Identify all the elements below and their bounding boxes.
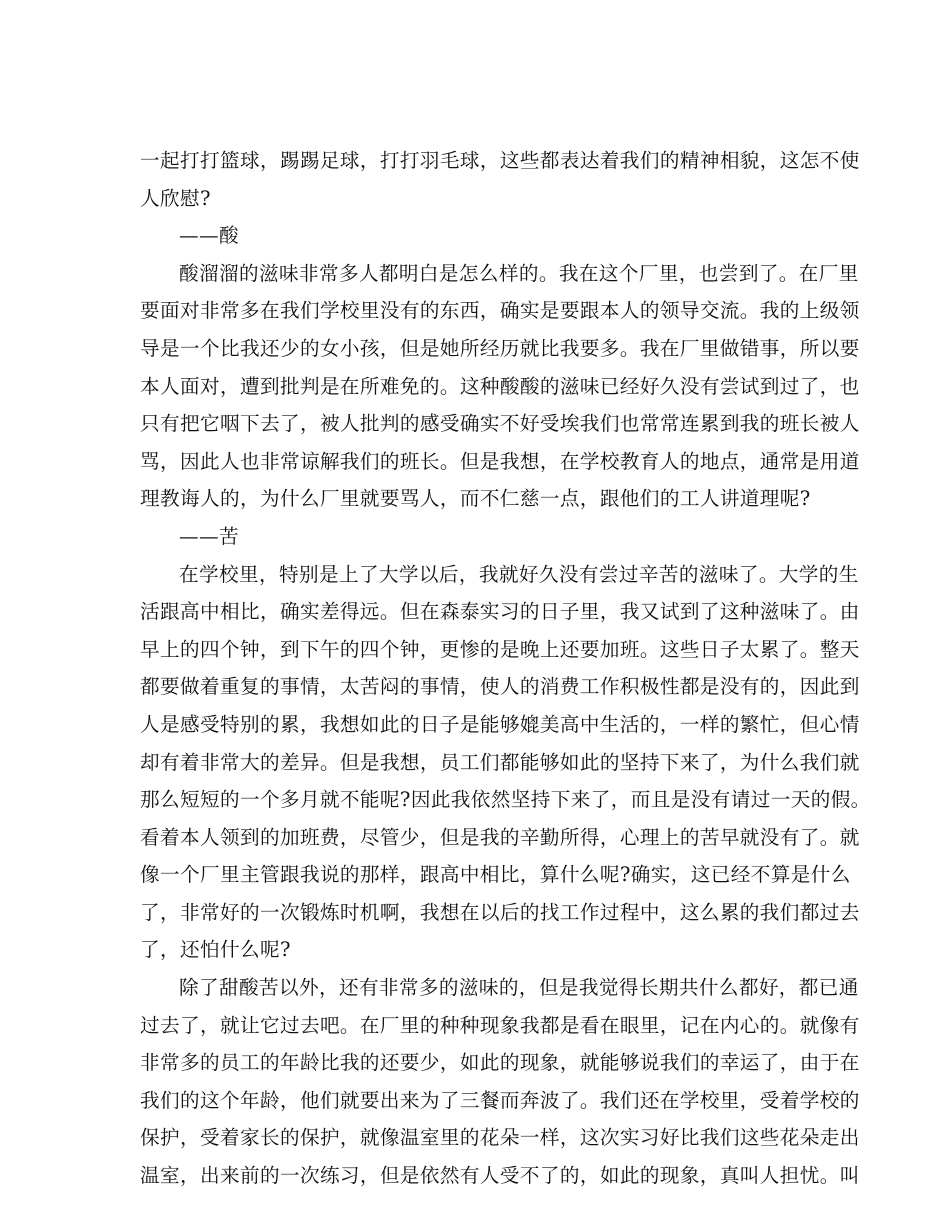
paragraph-start: 酸溜溜的滋味非常多人都明白是怎么样的。我在这个厂里，也尝到了。在厂里	[179, 261, 859, 285]
text-line: 保护，受着家长的保护，就像温室里的花朵一样，这次实习好比我们这些花朵走出	[140, 1126, 860, 1150]
document-page	[140, 142, 871, 1195]
text-line: 只有把它咽下去了，被人批判的感受确实不好受埃我们也常常连累到我的班长被人	[140, 412, 860, 436]
text-line: 那么短短的一个多月就不能呢?因此我依然坚持下来了，而且是没有请过一天的假。	[140, 788, 871, 812]
text-line: 人欣慰?	[140, 186, 211, 210]
text-line: 骂，因此人也非常谅解我们的班长。但是我想，在学校教育人的地点，通常是用道	[140, 449, 860, 473]
paragraph-start: 除了甜酸苦以外，还有非常多的滋味的，但是我觉得长期共什么都好，都已通	[179, 976, 859, 1000]
text-line: 本人面对，遭到批判是在所难免的。这种酸酸的滋味已经好久没有尝试到过了，也	[140, 374, 860, 398]
text-line: 都要做着重复的事情，太苦闷的事情，使人的消费工作积极性都是没有的，因此到	[140, 675, 860, 699]
text-line: 我们的这个年龄，他们就要出来为了三餐而奔波了。我们还在学校里，受着学校的	[140, 1088, 860, 1112]
section-heading-bitter: ——苦	[179, 524, 239, 548]
text-line: 导是一个比我还少的女小孩，但是她所经历就比我要多。我在厂里做错事，所以要	[140, 336, 860, 360]
text-line: 活跟高中相比，确实差得远。但在森泰实习的日子里，我又试到了这种滋味了。由	[140, 600, 860, 624]
text-line: 过去了，就让它过去吧。在厂里的种种现象我都是看在眼里，记在内心的。就像有	[140, 1013, 860, 1037]
text-line: 要面对非常多在我们学校里没有的东西，确实是要跟本人的领导交流。我的上级领	[140, 299, 860, 323]
text-line: 却有着非常大的差异。但是我想，员工们都能够如此的坚持下来了，为什么我们就	[140, 750, 860, 774]
paragraph-start: 在学校里，特别是上了大学以后，我就好久没有尝过辛苦的滋味了。大学的生	[179, 562, 859, 586]
text-line: 非常多的员工的年龄比我的还要少，如此的现象，就能够说我们的幸运了，由于在	[140, 1051, 860, 1075]
text-line: 像一个厂里主管跟我说的那样，跟高中相比，算什么呢?确实，这已经不算是什么	[140, 863, 851, 887]
section-heading-sour: ——酸	[179, 224, 239, 248]
text-line: 一起打打篮球，踢踢足球，打打羽毛球，这些都表达着我们的精神相貌，这怎不使	[140, 149, 860, 172]
text-line: 人是感受特别的累，我想如此的日子是能够媲美高中生活的，一样的繁忙，但心情	[140, 712, 860, 736]
text-line: 理教诲人的，为什么厂里就要骂人，而不仁慈一点，跟他们的工人讲道理呢?	[140, 487, 811, 511]
text-line: 早上的四个钟，到下午的四个钟，更惨的是晚上还要加班。这些日子太累了。整天	[140, 637, 860, 661]
text-line: 看着本人领到的加班费，尽管少，但是我的辛勤所得，心理上的苦早就没有了。就	[140, 825, 860, 849]
text-line: 了，非常好的一次锻炼时机啊，我想在以后的找工作过程中，这么累的我们都过去	[140, 900, 860, 924]
text-line: 温室，出来前的一次练习，但是依然有人受不了的，如此的现象，真叫人担忧。叫	[140, 1164, 860, 1188]
text-line: 了，还怕什么呢?	[140, 938, 291, 962]
